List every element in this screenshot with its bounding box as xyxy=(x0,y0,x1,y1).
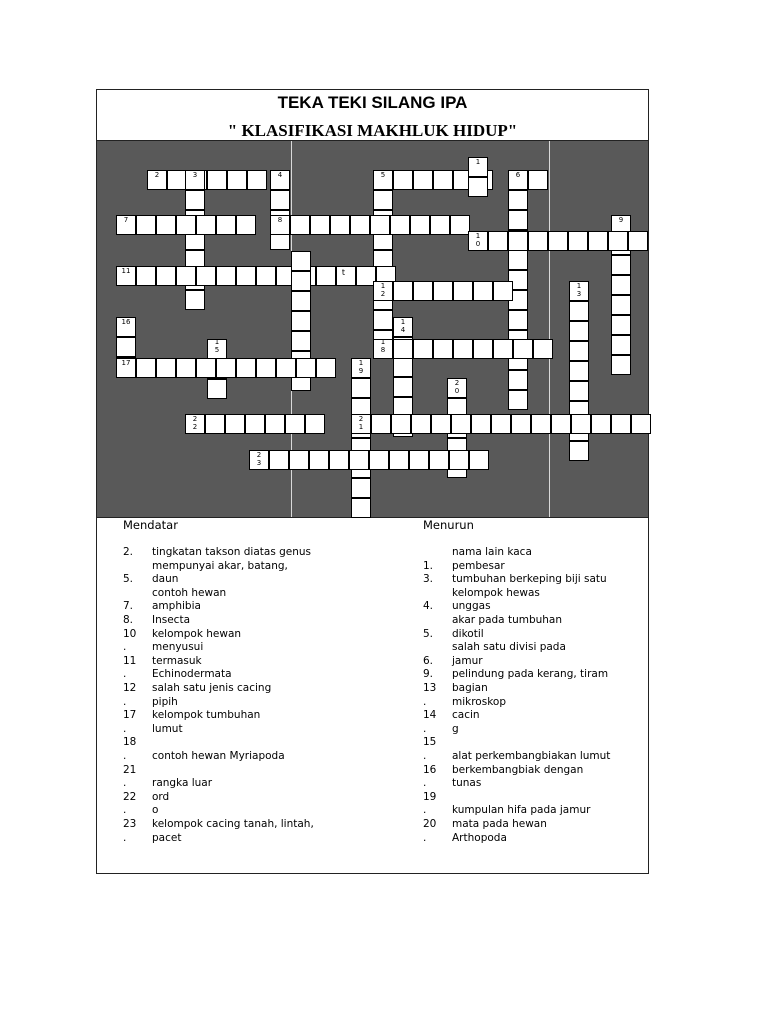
clue-text: tingkatan takson diatas genus xyxy=(152,546,312,558)
clue-num: 18 xyxy=(123,736,137,749)
clue-num: 6. xyxy=(423,654,434,667)
crossword-cell[interactable] xyxy=(469,450,489,470)
crossword-cell[interactable] xyxy=(508,310,528,330)
clue-number-n11: 11 xyxy=(121,267,131,275)
clue-number-n22b: 2 xyxy=(192,423,198,431)
clue-text: jamur xyxy=(452,654,483,667)
crossword-cell[interactable] xyxy=(413,339,433,359)
crossword-cell[interactable] xyxy=(269,450,289,470)
clue-num: . xyxy=(123,641,127,654)
crossword-cell[interactable] xyxy=(429,450,449,470)
clue-number-n10a: 1 xyxy=(475,232,481,240)
crossword-cell[interactable] xyxy=(433,281,453,301)
clue-num: 11 xyxy=(123,654,137,667)
crossword-cell[interactable] xyxy=(316,358,336,378)
crossword-cell[interactable] xyxy=(628,231,648,251)
clue-num: . xyxy=(123,750,127,762)
crossword-cell[interactable] xyxy=(389,450,409,470)
clue-number-n7: 7 xyxy=(123,216,129,224)
crossword-cell[interactable] xyxy=(393,170,413,190)
crossword-cell[interactable] xyxy=(493,281,513,301)
clue-num: . xyxy=(423,750,427,762)
crossword-cell[interactable] xyxy=(569,361,589,381)
crossword-cell[interactable] xyxy=(569,341,589,361)
crossword-cell[interactable] xyxy=(185,290,205,310)
clue-text: contoh hewan xyxy=(152,586,227,599)
crossword-cell[interactable] xyxy=(167,170,187,190)
clue-num: 5. xyxy=(123,573,134,586)
clue-number-n6: 6 xyxy=(515,171,521,179)
crossword-cell[interactable] xyxy=(551,414,571,434)
clue-number-n20b: 0 xyxy=(454,387,460,395)
crossword-cell[interactable] xyxy=(528,231,548,251)
clue-num: 15 xyxy=(423,736,437,749)
crossword-cell[interactable] xyxy=(473,281,493,301)
crossword-cell[interactable] xyxy=(369,450,389,470)
clue-num: 1. xyxy=(423,559,434,572)
clue-text: mikroskop xyxy=(452,695,507,708)
clue-number-n4: 4 xyxy=(277,171,283,179)
crossword-cell[interactable] xyxy=(227,170,247,190)
clue-number-n21a: 2 xyxy=(358,415,364,423)
crossword-cell[interactable] xyxy=(508,370,528,390)
clue-num: 13 xyxy=(423,682,437,694)
clue-text: salah satu divisi pada xyxy=(452,641,566,654)
crossword-cell[interactable] xyxy=(611,355,631,375)
crossword-cell[interactable] xyxy=(631,414,651,434)
crossword-cell[interactable] xyxy=(351,478,371,498)
clue-text: daun xyxy=(152,573,179,586)
clue-num: 2. xyxy=(123,546,134,558)
clue-num: 19 xyxy=(423,790,437,803)
crossword-cell[interactable] xyxy=(611,315,631,335)
crossword-cell[interactable] xyxy=(611,255,631,275)
crossword-cell[interactable] xyxy=(216,266,236,286)
clue-text: ord xyxy=(152,790,170,803)
crossword-cell[interactable] xyxy=(196,266,216,286)
crossword-cell[interactable] xyxy=(176,266,196,286)
crossword-cell[interactable] xyxy=(393,281,413,301)
crossword-cell[interactable] xyxy=(305,414,325,434)
clue-num: 3. xyxy=(423,573,434,586)
crossword-cell[interactable] xyxy=(571,414,591,434)
crossword-cell[interactable] xyxy=(247,170,267,190)
clue-text: termasuk xyxy=(152,654,202,667)
clue-number-n13b: 3 xyxy=(576,290,582,298)
crossword-cell[interactable] xyxy=(136,266,156,286)
crossword-cell[interactable] xyxy=(409,450,429,470)
clue-num: . xyxy=(423,804,427,817)
clue-number-n2: 2 xyxy=(154,171,160,179)
clue-text: bagian xyxy=(452,682,488,694)
clue-text: kumpulan hifa pada jamur xyxy=(452,804,591,817)
crossword-cell[interactable] xyxy=(309,450,329,470)
crossword-cell[interactable] xyxy=(433,339,453,359)
clue-number-n9: 9 xyxy=(618,216,624,224)
crossword-cell[interactable] xyxy=(156,215,176,235)
clue-text: pelindung pada kerang, tiram xyxy=(452,668,609,681)
clue-text: alat perkembangbiakan lumut xyxy=(452,750,611,762)
crossword-cell[interactable] xyxy=(196,215,216,235)
crossword-cell[interactable] xyxy=(350,215,370,235)
crossword-cell[interactable] xyxy=(513,339,533,359)
clue-num: . xyxy=(123,695,127,708)
crossword-cell[interactable] xyxy=(511,414,531,434)
clue-number-n15a: 1 xyxy=(214,338,220,346)
clue-number-n23a: 2 xyxy=(256,451,262,459)
clue-num: . xyxy=(123,777,127,790)
crossword-cell[interactable] xyxy=(453,339,473,359)
crossword-cell[interactable] xyxy=(225,414,245,434)
crossword-cell[interactable] xyxy=(349,450,369,470)
crossword-cell[interactable] xyxy=(285,414,305,434)
clue-number-n21b: 1 xyxy=(358,423,364,431)
crossword-cell[interactable] xyxy=(176,358,196,378)
clue-text: dikotil xyxy=(452,627,484,640)
clue-number-n18a: 1 xyxy=(380,338,386,346)
crossword-cell[interactable] xyxy=(471,414,491,434)
crossword-cell[interactable] xyxy=(531,414,551,434)
clue-text: Arthopoda xyxy=(452,831,507,844)
crossword-cell[interactable] xyxy=(508,210,528,230)
crossword-cell[interactable] xyxy=(256,358,276,378)
crossword-cell[interactable] xyxy=(488,231,508,251)
clue-number-n12a: 1 xyxy=(380,282,386,290)
crossword-cell[interactable] xyxy=(390,215,410,235)
clue-num: 22 xyxy=(123,790,137,803)
crossword-cell[interactable] xyxy=(289,450,309,470)
crossword-cell[interactable] xyxy=(236,266,256,286)
grid-letter: t xyxy=(341,268,346,277)
crossword-cell[interactable] xyxy=(468,177,488,197)
clue-number-n5: 5 xyxy=(380,171,386,179)
clue-num: 20 xyxy=(423,818,437,830)
clue-number-n3: 3 xyxy=(192,171,198,179)
clue-text: akar pada tumbuhan xyxy=(452,614,563,626)
crossword-cell[interactable] xyxy=(473,339,493,359)
clue-number-n19a: 1 xyxy=(358,359,364,367)
crossword-cell[interactable] xyxy=(256,266,276,286)
crossword-cell[interactable] xyxy=(116,337,136,357)
clue-text: Echinodermata xyxy=(152,668,232,681)
clue-text: kelompok tumbuhan xyxy=(152,709,261,722)
clue-number-n16: 16 xyxy=(121,318,131,326)
clue-text: kelompok hewan xyxy=(152,627,242,640)
clue-number-n20a: 2 xyxy=(454,379,460,387)
crossword-cell[interactable] xyxy=(236,358,256,378)
crossword-cell[interactable] xyxy=(611,335,631,355)
crossword-cell[interactable] xyxy=(451,414,471,434)
crossword-cell[interactable] xyxy=(351,498,371,518)
crossword-cell[interactable] xyxy=(533,339,553,359)
crossword-cell[interactable] xyxy=(291,271,311,291)
clue-num: 7. xyxy=(123,600,134,613)
crossword-cell[interactable] xyxy=(205,414,225,434)
crossword-cell[interactable] xyxy=(351,378,371,398)
crossword-cell[interactable] xyxy=(450,215,470,235)
crossword-cell[interactable] xyxy=(373,190,393,210)
crossword-cell[interactable] xyxy=(207,379,227,399)
crossword-cell[interactable] xyxy=(185,190,205,210)
clue-num: . xyxy=(123,804,127,817)
crossword-cell[interactable] xyxy=(236,215,256,235)
crossword-cell[interactable] xyxy=(569,321,589,341)
crossword-cell[interactable] xyxy=(296,358,316,378)
clue-text: menyusui xyxy=(152,641,204,654)
clue-number-n1: 1 xyxy=(475,158,481,166)
page-title: TEKA TEKI SILANG IPA xyxy=(277,93,468,112)
clue-text: rangka luar xyxy=(152,777,213,790)
clues-section xyxy=(97,518,648,873)
clue-num: . xyxy=(423,831,427,844)
clue-num: . xyxy=(123,668,127,681)
clue-text: Insecta xyxy=(152,614,191,626)
clue-number-n13a: 1 xyxy=(576,282,582,290)
crossword-cell[interactable] xyxy=(569,301,589,321)
clue-text: kelompok hewas xyxy=(452,586,540,599)
clue-num: 9. xyxy=(423,668,434,681)
clue-text: kelompok cacing tanah, lintah, xyxy=(152,818,314,830)
clue-num: . xyxy=(423,777,427,790)
crossword-cell[interactable] xyxy=(430,215,450,235)
clue-num: 12 xyxy=(123,682,137,694)
crossword-cell[interactable] xyxy=(453,281,473,301)
crossword-cell[interactable] xyxy=(611,295,631,315)
crossword-cell[interactable] xyxy=(508,231,528,251)
clue-num: 4. xyxy=(423,600,434,613)
crossword-cell[interactable] xyxy=(270,190,290,210)
clue-text: contoh hewan Myriapoda xyxy=(152,750,285,762)
crossword-cell[interactable] xyxy=(291,331,311,351)
crossword-cell[interactable] xyxy=(508,250,528,270)
clue-text: mempunyai akar, batang, xyxy=(152,559,288,572)
crossword-cell[interactable] xyxy=(410,215,430,235)
clue-number-n8: 8 xyxy=(277,216,283,224)
crossword-cell[interactable] xyxy=(329,450,349,470)
clue-num: 14 xyxy=(423,709,437,722)
clue-number-n17: 17 xyxy=(121,359,131,367)
crossword-cell[interactable] xyxy=(491,414,511,434)
clue-number-n14a: 1 xyxy=(400,318,406,326)
crossword-cell[interactable] xyxy=(493,339,513,359)
clue-num: . xyxy=(123,831,127,844)
clue-num: 5. xyxy=(423,627,434,640)
crossword-cell[interactable] xyxy=(136,358,156,378)
clue-number-n12b: 2 xyxy=(380,290,386,298)
crossword-cell[interactable] xyxy=(413,281,433,301)
crossword-cell[interactable] xyxy=(291,251,311,271)
clue-text: unggas xyxy=(452,600,491,613)
clue-text: cacin xyxy=(452,709,480,722)
clue-number-n22a: 2 xyxy=(192,415,198,423)
crossword-cell[interactable] xyxy=(245,414,265,434)
crossword-cell[interactable] xyxy=(528,170,548,190)
crossword-cell[interactable] xyxy=(265,414,285,434)
crossword-cell[interactable] xyxy=(569,441,589,461)
clue-text: o xyxy=(152,804,159,817)
crossword-cell[interactable] xyxy=(156,358,176,378)
crossword-cell[interactable] xyxy=(608,231,628,251)
clue-text: amphibia xyxy=(152,600,201,613)
crossword-cell[interactable] xyxy=(391,414,411,434)
clue-text: pembesar xyxy=(452,559,505,572)
crossword-cell[interactable] xyxy=(611,414,631,434)
clue-num: 23 xyxy=(123,818,137,830)
clue-num: . xyxy=(423,722,427,735)
clue-num: 10 xyxy=(123,627,137,640)
clue-num: 16 xyxy=(423,763,437,776)
clue-num: 17 xyxy=(123,709,137,722)
clue-text: pipih xyxy=(152,695,178,708)
crossword-cell[interactable] xyxy=(371,414,391,434)
clue-num: . xyxy=(423,695,427,708)
crossword-cell[interactable] xyxy=(393,339,413,359)
clue-text: tunas xyxy=(452,777,482,790)
clue-number-n10b: 0 xyxy=(475,240,481,248)
clue-text: pacet xyxy=(152,831,182,844)
crossword-cell[interactable] xyxy=(176,215,196,235)
crossword-cell[interactable] xyxy=(136,215,156,235)
clue-number-n18b: 8 xyxy=(380,346,386,354)
crossword-cell[interactable] xyxy=(449,450,469,470)
clue-text: g xyxy=(452,722,459,735)
crossword-cell[interactable] xyxy=(290,215,310,235)
clue-number-n19b: 9 xyxy=(358,367,364,375)
crossword-sheet xyxy=(96,89,649,874)
clue-num: . xyxy=(123,722,127,735)
crossword-cell[interactable] xyxy=(588,231,608,251)
clue-num: 8. xyxy=(123,614,134,626)
crossword-cell[interactable] xyxy=(207,170,227,190)
clue-number-n23b: 3 xyxy=(256,459,262,467)
crossword-cell[interactable] xyxy=(568,231,588,251)
crossword-cell[interactable] xyxy=(291,311,311,331)
mendatar-heading: Mendatar xyxy=(123,518,178,532)
clue-text: lumut xyxy=(152,722,183,735)
crossword-cell[interactable] xyxy=(548,231,568,251)
crossword-cell[interactable] xyxy=(373,310,393,330)
crossword-cell[interactable] xyxy=(508,190,528,210)
crossword-cell[interactable] xyxy=(291,291,311,311)
clue-number-n15b: 5 xyxy=(214,346,220,354)
clue-text: tumbuhan berkeping biji satu xyxy=(452,573,607,586)
crossword-cell[interactable] xyxy=(310,215,330,235)
crossword-cell[interactable] xyxy=(330,215,350,235)
crossword-cell[interactable] xyxy=(591,414,611,434)
crossword-cell[interactable] xyxy=(196,358,216,378)
crossword-cell[interactable] xyxy=(276,358,296,378)
crossword-cell[interactable] xyxy=(433,170,453,190)
crossword-cell[interactable] xyxy=(508,390,528,410)
crossword-cell[interactable] xyxy=(156,266,176,286)
crossword-cell[interactable] xyxy=(370,215,390,235)
crossword-cell[interactable] xyxy=(393,377,413,397)
board-divider xyxy=(549,141,550,517)
clue-number-n14b: 4 xyxy=(400,326,406,334)
crossword-board xyxy=(97,140,648,518)
crossword-cell[interactable] xyxy=(216,215,236,235)
clue-text: mata pada hewan xyxy=(452,818,547,830)
clue-text: salah satu jenis cacing xyxy=(152,682,272,694)
crossword-cell[interactable] xyxy=(569,381,589,401)
clue-text: berkembangbiak dengan xyxy=(452,763,584,776)
crossword-cell[interactable] xyxy=(216,358,236,378)
crossword-cell[interactable] xyxy=(411,414,431,434)
crossword-cell[interactable] xyxy=(611,275,631,295)
crossword-cell[interactable] xyxy=(316,266,336,286)
crossword-cell[interactable] xyxy=(413,170,433,190)
clue-num: 21 xyxy=(123,763,137,776)
crossword-cell[interactable] xyxy=(393,357,413,377)
clue-text: nama lain kaca xyxy=(452,546,532,558)
crossword-cell[interactable] xyxy=(431,414,451,434)
page-subtitle: " KLASIFIKASI MAKHLUK HIDUP" xyxy=(227,121,518,140)
menurun-heading: Menurun xyxy=(423,518,474,532)
